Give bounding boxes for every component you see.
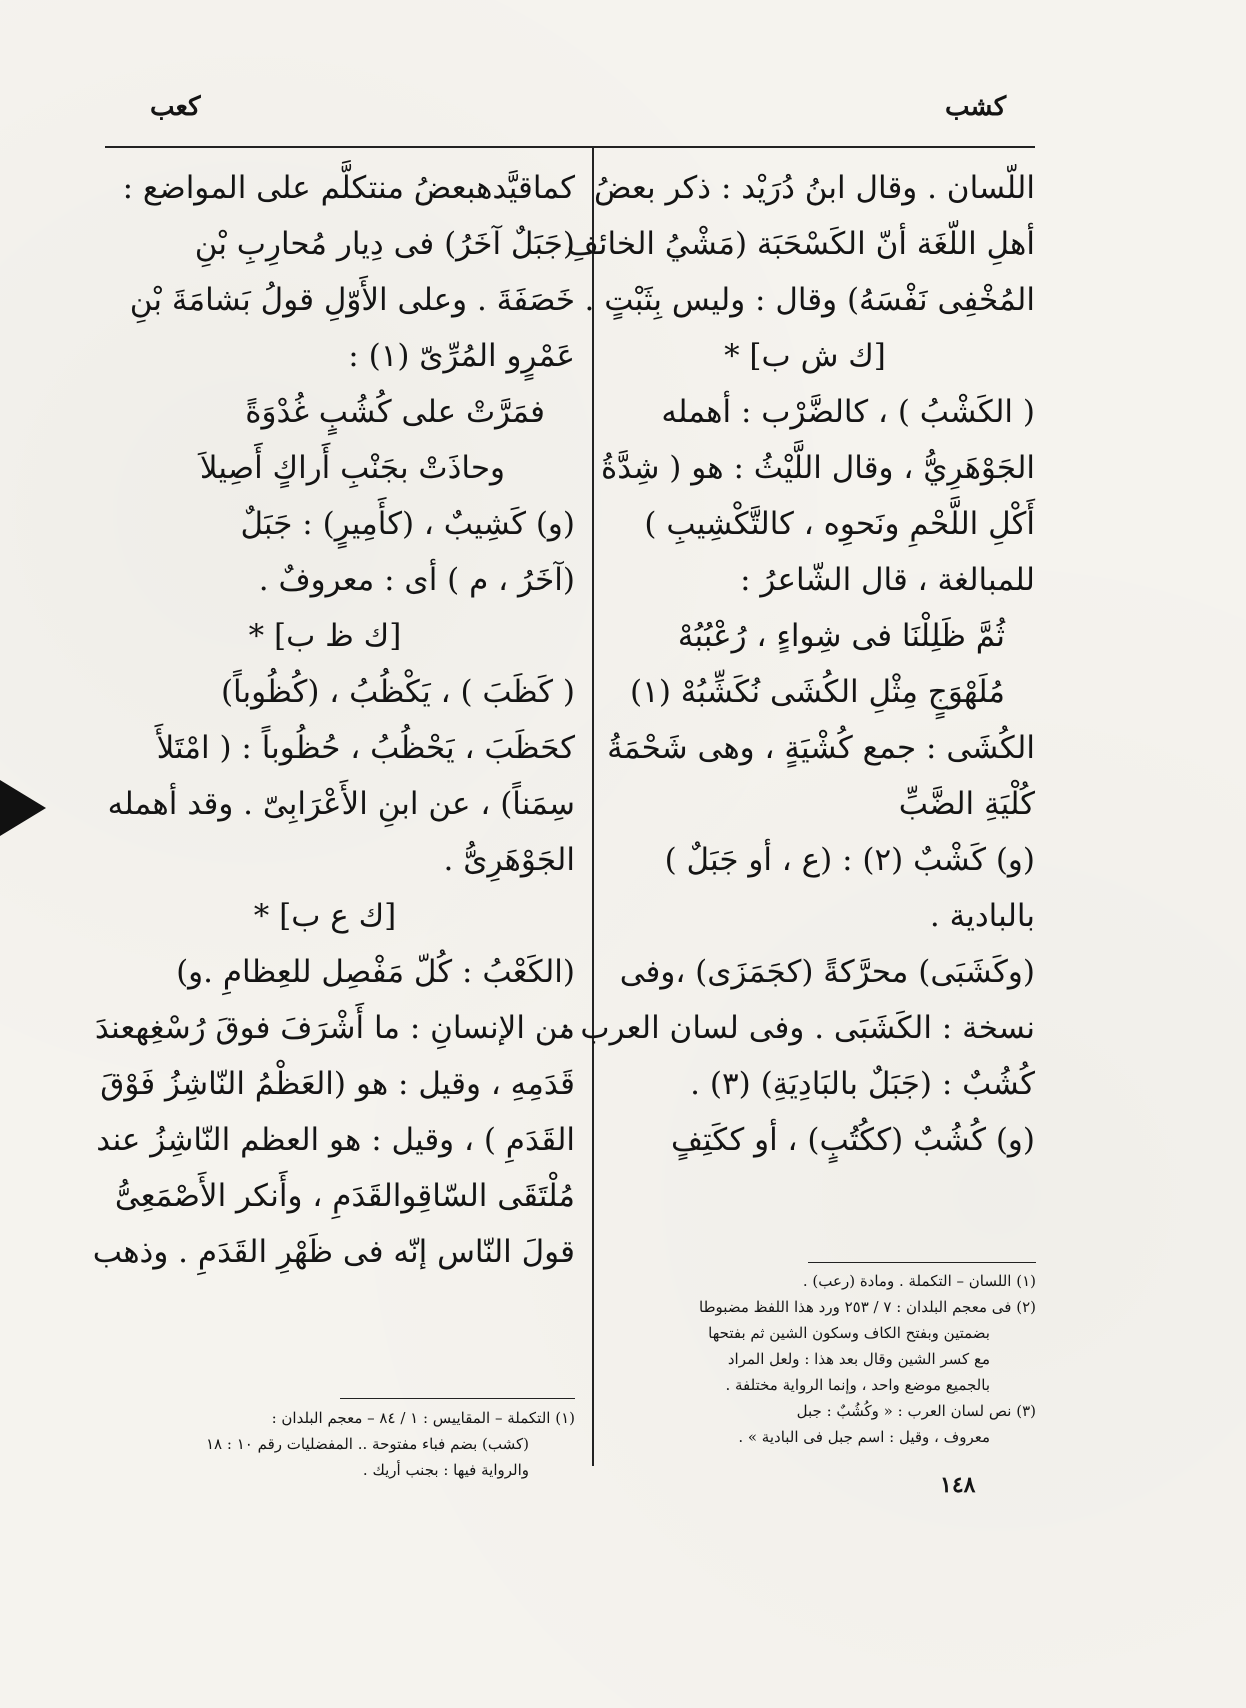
footnote-rule-right <box>808 1262 1036 1263</box>
running-header-left: كعب <box>150 92 201 122</box>
header-rule <box>105 146 1035 148</box>
verse-line: وحاذَتْ بجَنْبِ أَراكٍ أَصِيلاَ <box>199 450 505 486</box>
text-line: أَكْلِ اللَّحْمِ ونَحوِه ، كالتَّكْشِيبِ ) <box>644 506 1035 542</box>
footnote-line: بالجميع موضع واحد ، وإنما الرواية مختلفة . <box>725 1376 990 1394</box>
page-number: ١٤٨ <box>940 1472 976 1498</box>
text-line: اللّسان . وقال ابنُ دُرَيْد : ذكر بعضُ <box>594 170 1035 206</box>
footnote-line: (١) اللسان – التكملة . ومادة (رعب) . <box>802 1272 1036 1290</box>
entry-heading-kzb: [ك ظ ب] * <box>248 618 402 654</box>
text-line: (و) كَشِيبٌ ، (كأَمِيرٍ) : جَبَلٌ <box>240 506 575 542</box>
text-line: الجَوْهَرِيُّ ، وقال اللَّيْثُ : هو ( شِدَّةُ <box>600 450 1035 486</box>
footnote-line: بضمتين وبفتح الكاف وسكون الشين ثم بفتحها <box>708 1324 990 1342</box>
text-line: المُخْفِى نَفْسَهُ) وقال : وليس بِثَبْتٍ . <box>584 282 1035 318</box>
text-line: للمبالغة ، قال الشّاعرُ : <box>740 562 1035 598</box>
text-line: كُلْيَةِ الضَّبِّ <box>898 786 1035 822</box>
text-line: الكُشَى : جمع كُشْيَةٍ ، وهى شَحْمَةُ <box>607 730 1035 766</box>
text-line: كماقيَّدهبعضُ منتكلَّم على المواضع : <box>122 170 575 206</box>
footnote-line: والرواية فيها : بجنب أريك . <box>362 1461 529 1479</box>
footnote-line: (كشب) بضم فباء مفتوحة .. المفضليات رقم ١٠ : ١٨ <box>206 1435 529 1453</box>
footnote-line: (٢) فى معجم البلدان : ٧ / ٢٥٣ ورد هذا اللفظ مضبوطا <box>699 1298 1036 1316</box>
text-line: (الكَعْبُ : كُلّ مَفْصِل للعِظامِ .و) <box>176 954 575 990</box>
text-line: أهلِ اللّغَة أنّ الكَسْحَبَة (مَشْيُ الخائفِ <box>566 226 1035 262</box>
text-line: (آخَرُ ، م ) أى : معروفٌ . <box>258 562 575 598</box>
footnote-line: معروف ، وقيل : اسم جبل فى البادية » . <box>738 1428 990 1446</box>
text-line: كحَظَبَ ، يَحْظُبُ ، حُظُوباً : ( امْتَلأَ <box>156 730 575 766</box>
footnote-line: (٣) نص لسان العرب : « وكُشُبٌ : جبل <box>796 1402 1036 1420</box>
left-column <box>92 160 575 1280</box>
footnotes-right <box>620 1268 1036 1450</box>
text-line: مُلْتَقَى السّاقِوالقَدَمِ ، وأَنكر الأَصْمَعِىُّ <box>114 1178 575 1214</box>
text-line: سِمَناً) ، عن ابنِ الأَعْرَابِىّ . وقد أهمله <box>107 786 575 822</box>
text-line: من الإنسانِ : ما أَشْرَفَ فوقَ رُسْغِهعندَ <box>94 1010 575 1046</box>
right-column <box>560 160 1035 1168</box>
text-line: كُشُبٌ : (جَبَلٌ بالبَادِيَةِ) (٣) . <box>690 1066 1035 1102</box>
running-header-right: كشب <box>945 92 1007 122</box>
footnote-rule-left <box>340 1398 575 1399</box>
entry-heading-ksb: [ك ش ب] * <box>724 338 886 374</box>
text-line: ( كَظَبَ ) ، يَكْظُبُ ، (كُظُوباً) <box>220 674 575 710</box>
footnote-line: مع كسر الشين وقال بعد هذا : ولعل المراد <box>727 1350 990 1368</box>
verse-line: فمَرَّتْ على كُشُبٍ غُدْوَةً <box>245 394 545 430</box>
text-line: (وكَشَبَى) محرَّكةً (كجَمَزَى) ،وفى <box>619 954 1035 990</box>
text-line: الجَوْهَرِىُّ . <box>443 842 575 878</box>
text-line: (و) كُشُبٌ (ككُتُبٍ) ، أو ككَتِفٍ <box>670 1122 1035 1158</box>
verse-line: ثُمَّ ظَلِلْنَا فى شِواءٍ ، رُعْبُبُهْ <box>677 618 1005 654</box>
page-edge-mark <box>0 780 46 836</box>
text-line: ( الكَشْبُ ) ، كالضَّرْب : أهمله <box>661 394 1035 430</box>
text-line: نسخة : الكَشَبَى . وفى لسان العرب : <box>560 1010 1035 1046</box>
column-divider <box>592 146 594 1466</box>
text-line: عَمْرٍو المُرِّىّ (١) : <box>348 338 575 374</box>
text-line: قَدَمِهِ ، وقيل : هو (العَظْمُ النّاشِزُ فَوْقَ <box>100 1066 575 1102</box>
entry-heading-kab: [ك ع ب] * <box>253 898 397 934</box>
footnote-line: (١) التكملة – المقاييس : ١ / ٨٤ – معجم البلدان : <box>271 1409 575 1427</box>
text-line: (جَبَلٌ آخَرُ) فى دِيار مُحارِبِ بْنِ <box>194 226 575 262</box>
verse-line: مُلَهْوَجٍ مِثْلِ الكُشَى نُكَشِّبُهْ (١) <box>630 674 1005 710</box>
text-line: القَدَمِ ) ، وقيل : هو العظم النّاشِزُ عند <box>96 1122 575 1158</box>
text-line: بالبادية . <box>929 898 1035 934</box>
text-line: خَصَفَةَ . وعلى الأَوّلِ قولُ بَشامَةَ بْنِ <box>129 282 575 318</box>
text-line: (و) كَشْبٌ (٢) : (ع ، أو جَبَلٌ ) <box>664 842 1035 878</box>
footnotes-left <box>105 1405 575 1483</box>
text-line: قولَ النّاس إنّه فى ظَهْرِ القَدَمِ . وذهب <box>92 1234 575 1270</box>
